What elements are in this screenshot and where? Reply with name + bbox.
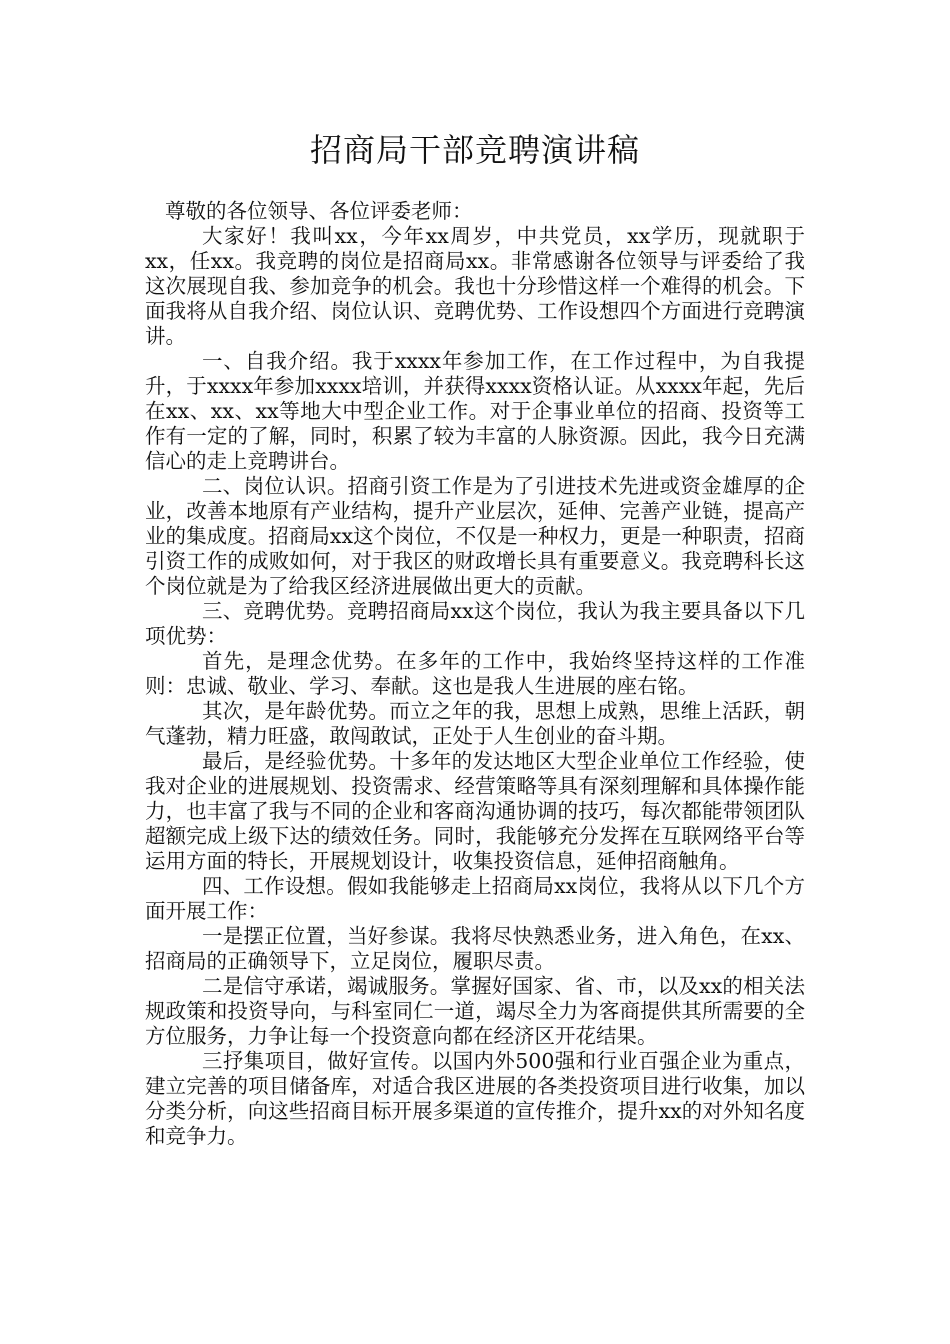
salutation: 尊敬的各位领导、各位评委老师： (165, 199, 473, 223)
paragraph-advantage-concept: 首先，是理念优势。在多年的工作中，我始终坚持这样的工作准则：忠诚、敬业、学习、奉献。这也是我人生进展的座右铭。 (145, 649, 805, 698)
document-body (145, 199, 805, 1149)
paragraph-advantage-age: 其次，是年龄优势。而立之年的我，思想上成熟，思维上活跃，朝气蓬勃，精力旺盛，敢闯敢试，正处于人生创业的奋斗期。 (145, 699, 805, 748)
paragraph-advantage-experience: 最后，是经验优势。十多年的发达地区大型企业单位工作经验，使我对企业的进展规划、投资需求、经营策略等具有深刻理解和具体操作能力，也丰富了我与不同的企业和客商沟通协调的技巧，每次都能带领团队超额完成上级下达的绩效任务。同时，我能够充分发挥在互联网络平台等运用方面的特长，开展规划设计，收集投资信息，延伸招商触角。 (145, 749, 805, 873)
paragraph-plan-three: 三抒集项目，做好宣传。以国内外500强和行业百强企业为重点，建立完善的项目储备库，对适合我区进展的各类投资项目进行收集，加以分类分析，向这些招商目标开展多渠道的宣传推介，提升xx的对外知名度和竞争力。 (145, 1049, 805, 1148)
paragraph-intro: 大家好！我叫xx，今年xx周岁，中共党员，xx学历，现就职于xx，任xx。我竞聘的岗位是招商局xx。非常感谢各位领导与评委给了我这次展现自我、参加竞争的机会。我也十分珍惜这样一个难得的机会。下面我将从自我介绍、岗位认识、竞聘优势、工作设想四个方面进行竞聘演讲。 (145, 224, 805, 348)
paragraph-position-understanding: 二、岗位认识。招商引资工作是为了引进技术先进或资金雄厚的企业，改善本地原有产业结构，提升产业层次，延伸、完善产业链，提高产业的集成度。招商局xx这个岗位，不仅是一种权力，更是一种职责，招商引资工作的成败如何，对于我区的财政增长具有重要意义。我竞聘科长这个岗位就是为了给我区经济进展做出更大的贡献。 (145, 474, 805, 598)
document-title: 招商局干部竞聘演讲稿 (309, 131, 640, 169)
paragraph-advantages-heading: 三、竞聘优势。竞聘招商局xx这个岗位，我认为我主要具备以下几项优势： (145, 599, 805, 648)
paragraph-self-introduction: 一、自我介绍。我于xxxx年参加工作，在工作过程中，为自我提升，于xxxx年参加xxxx培训，并获得xxxx资格认证。从xxxx年起，先后在xx、xx、xx等地大中型企业工作。对于企事业单位的招商、投资等工作有一定的了解，同时，积累了较为丰富的人脉资源。因此，我今日充满信心的走上竞聘讲台。 (145, 349, 805, 473)
paragraph-work-plan-heading: 四、工作设想。假如我能够走上招商局xx岗位，我将从以下几个方面开展工作： (145, 874, 805, 923)
paragraph-plan-one: 一是摆正位置，当好参谋。我将尽快熟悉业务，进入角色，在xx、招商局的正确领导下，立足岗位，履职尽责。 (145, 924, 805, 973)
paragraph-plan-two: 二是信守承诺，竭诚服务。掌握好国家、省、市，以及xx的相关法规政策和投资导向，与科室同仁一道，竭尽全力为客商提供其所需要的全方位服务，力争让每一个投资意向都在经济区开花结果。 (145, 974, 805, 1048)
